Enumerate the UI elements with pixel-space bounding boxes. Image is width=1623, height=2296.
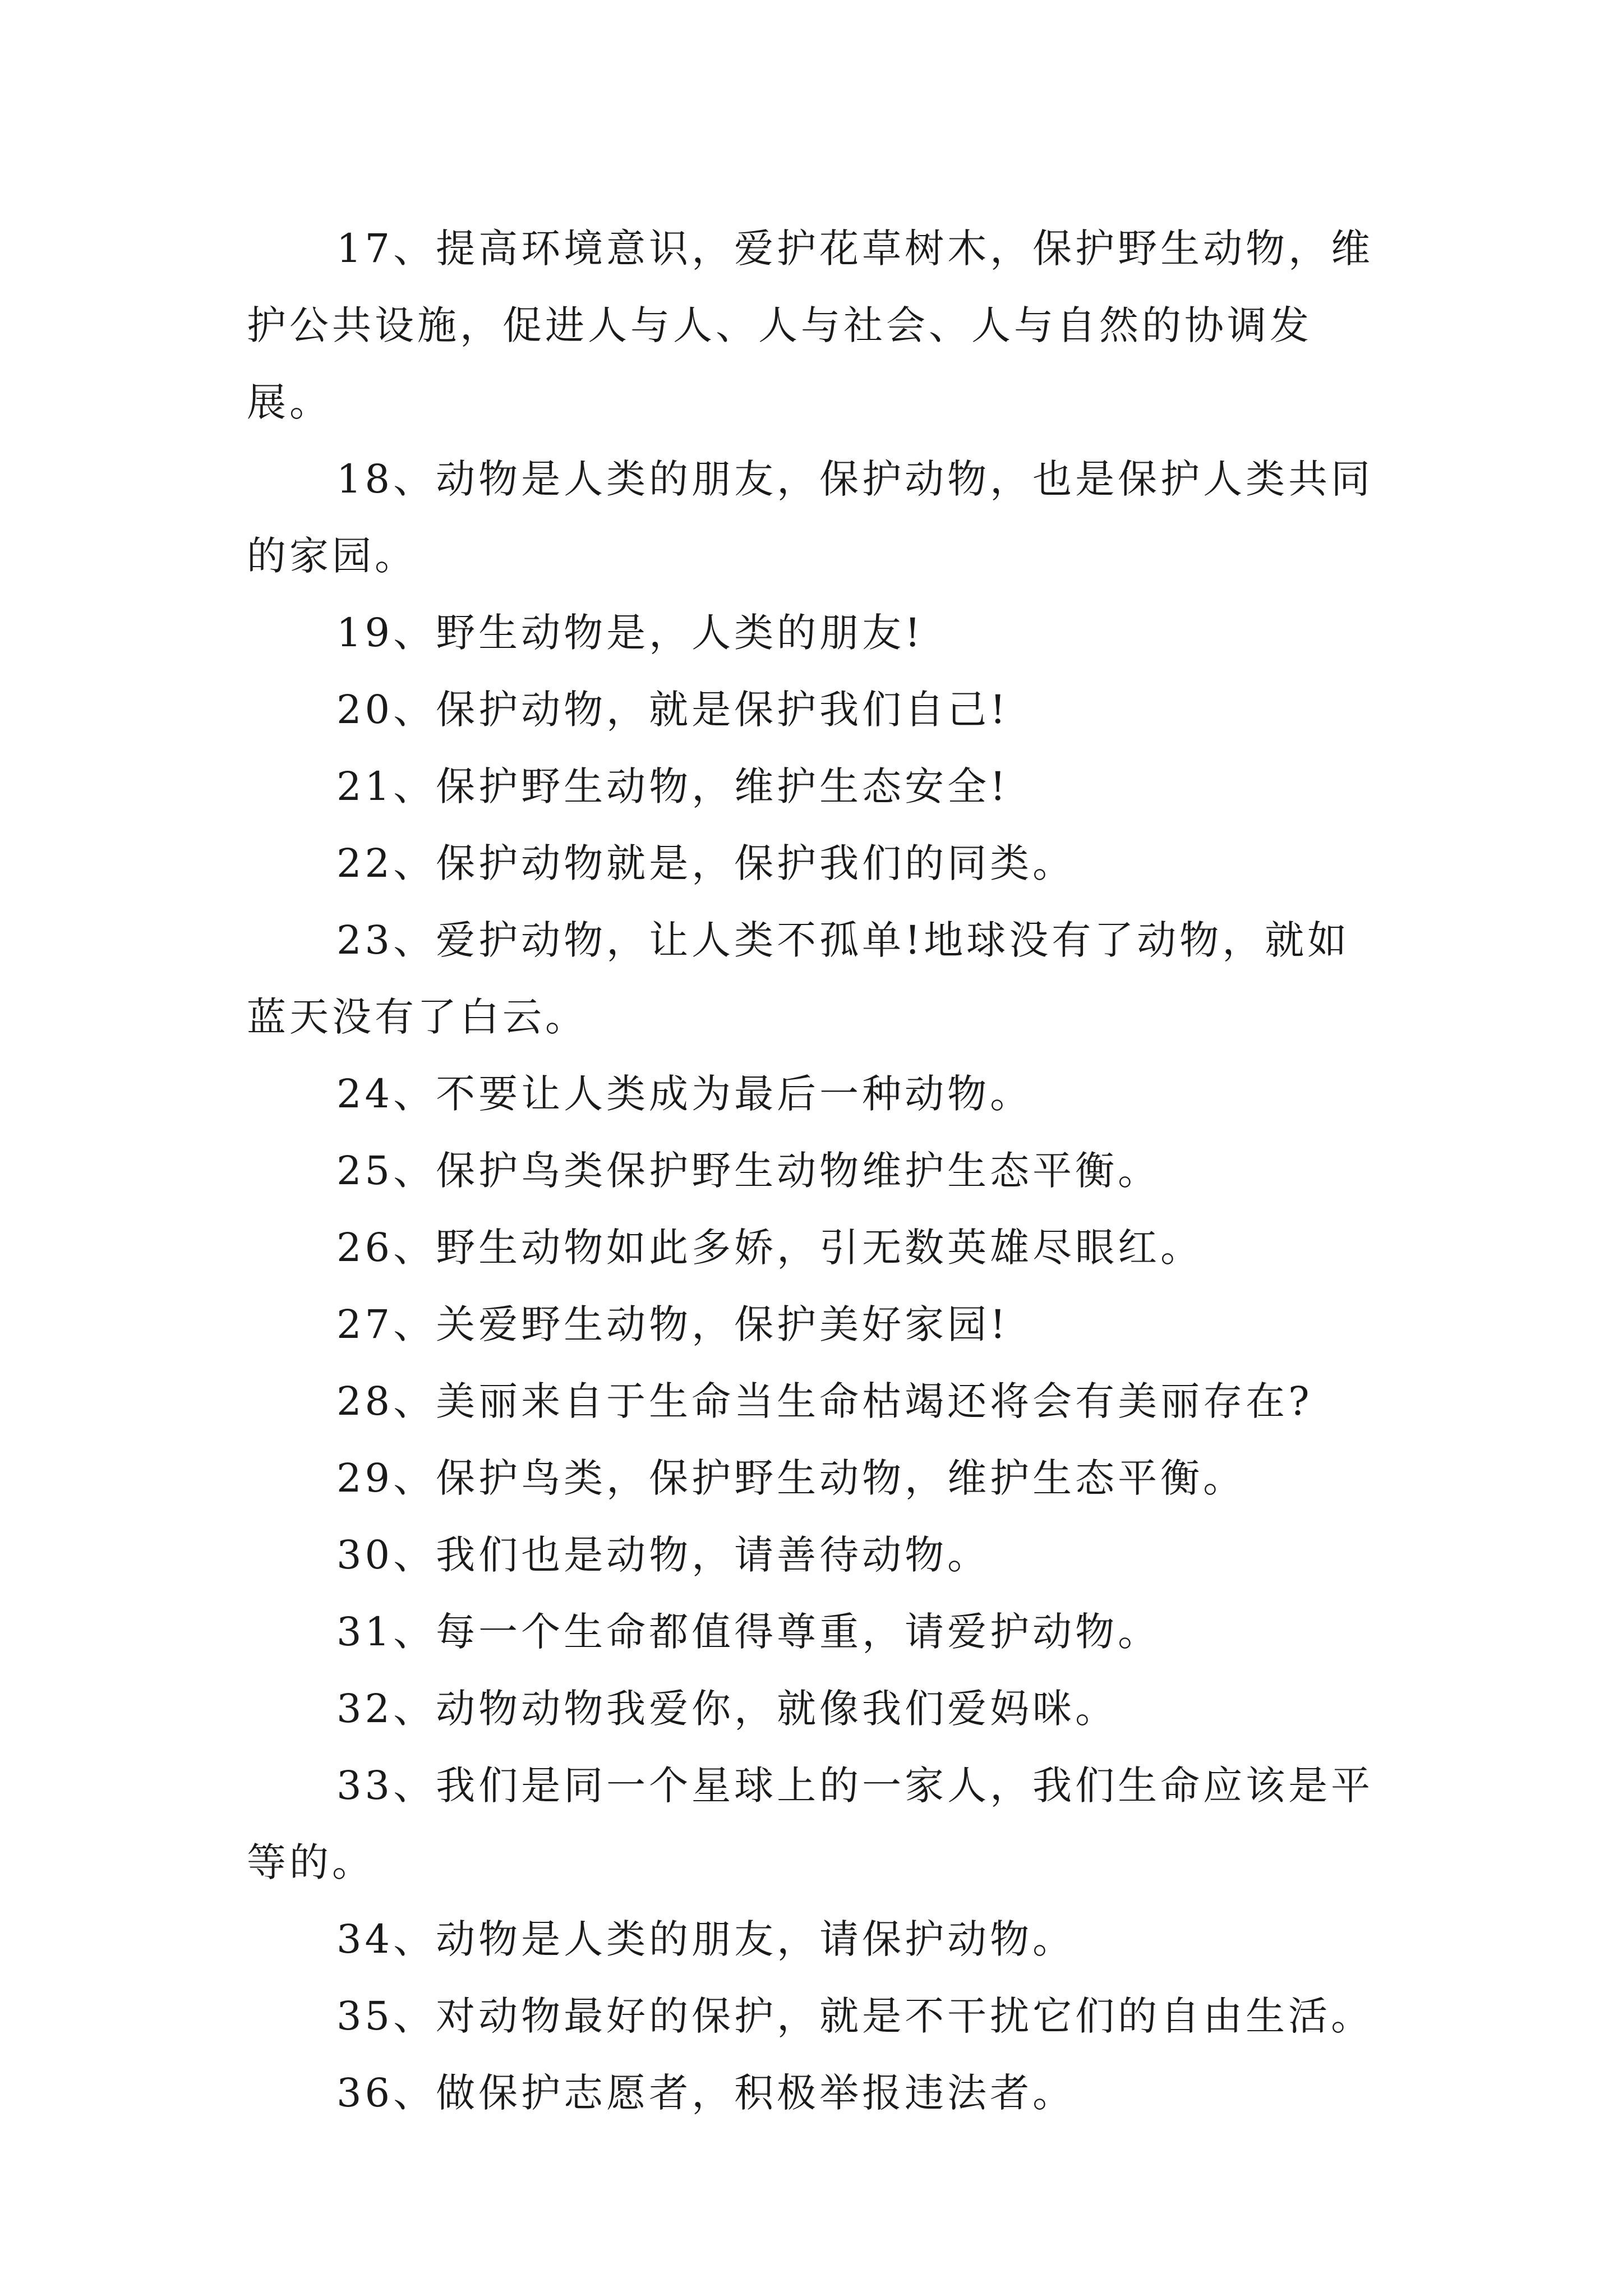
document-body [247, 210, 1380, 2132]
paragraph-22: 22、保护动物就是，保护我们的同类。 [336, 840, 1076, 886]
paragraph-18: 18、动物是人类的朋友，保护动物，也是保护人类共同的家园。 [247, 456, 1374, 579]
paragraph-20: 20、保护动物，就是保护我们自己! [336, 687, 1009, 733]
paragraph-26: 26、野生动物如此多娇，引无数英雄尽眼红。 [336, 1225, 1204, 1271]
paragraph-28: 28、美丽来自于生命当生命枯竭还将会有美丽存在? [336, 1378, 1313, 1424]
paragraph-30: 30、我们也是动物，请善待动物。 [336, 1532, 990, 1578]
paragraph-24: 24、不要让人类成为最后一种动物。 [336, 1071, 1033, 1117]
paragraph-31: 31、每一个生命都值得尊重，请爱护动物。 [336, 1609, 1161, 1655]
paragraph-35: 35、对动物最好的保护，就是不干扰它们的自由生活。 [336, 1993, 1374, 2039]
paragraph-19: 19、野生动物是，人类的朋友! [336, 610, 924, 656]
paragraph-25: 25、保护鸟类保护野生动物维护生态平衡。 [336, 1148, 1161, 1194]
paragraph-27: 27、关爱野生动物，保护美好家园! [336, 1301, 1009, 1347]
paragraph-36: 36、做保护志愿者，积极举报违法者。 [336, 2070, 1076, 2116]
paragraph-34: 34、动物是人类的朋友，请保护动物。 [336, 1916, 1076, 1962]
paragraph-32: 32、动物动物我爱你，就像我们爱妈咪。 [336, 1686, 1118, 1732]
paragraph-33: 33、我们是同一个星球上的一家人，我们生命应该是平等的。 [247, 1763, 1374, 1885]
paragraph-21: 21、保护野生动物，维护生态安全! [336, 763, 1009, 809]
paragraph-23: 23、爱护动物，让人类不孤单!地球没有了动物，就如蓝天没有了白云。 [247, 917, 1350, 1040]
paragraph-17: 17、提高环境意识，爱护花草树木，保护野生动物，维护公共设施，促进人与人、人与社会、人与自然的协调发展。 [247, 226, 1374, 425]
paragraph-29: 29、保护鸟类，保护野生动物，维护生态平衡。 [336, 1455, 1246, 1501]
